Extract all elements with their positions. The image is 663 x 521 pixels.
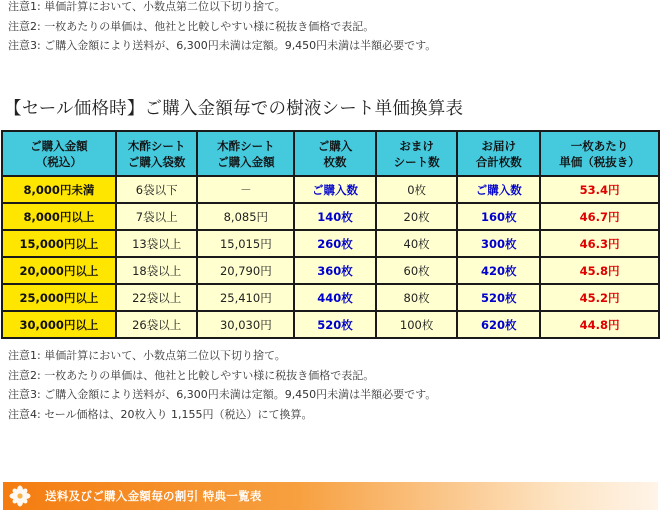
banner-label: 送料及びご購入金額毎の割引 特典一覧表	[45, 489, 262, 503]
table-row	[3, 285, 658, 310]
flower-icon	[9, 485, 31, 507]
cell-amount: 30,000円以上	[3, 312, 115, 337]
cell-purchase-count: 520枚	[295, 312, 375, 337]
table-header-row	[3, 132, 658, 175]
notes-top	[8, 0, 436, 56]
cell-bonus: 0枚	[377, 177, 457, 202]
cell-unit-price: 46.3円	[541, 231, 658, 256]
header-total-delivered: お届け 合計枚数	[458, 132, 539, 175]
cell-amount: 8,000円以上	[3, 204, 115, 229]
cell-bags: 6袋以下	[117, 177, 197, 202]
cell-unit-price: 53.4円	[541, 177, 658, 202]
cell-bags: 7袋以上	[117, 204, 197, 229]
table-row	[3, 231, 658, 256]
price-table	[1, 130, 660, 339]
cell-total: 620枚	[458, 312, 539, 337]
cell-amount: 25,000円以上	[3, 285, 115, 310]
cell-price: 25,410円	[198, 285, 293, 310]
page-title: 【セール価格時】ご購入金額毎での樹液シート単価換算表	[4, 99, 464, 119]
cell-total: 520枚	[458, 285, 539, 310]
note-line: 注意2: 一枚あたりの単価は、他社と比較しやすい様に税抜き価格で表記。	[8, 368, 375, 382]
cell-total: 300枚	[458, 231, 539, 256]
table-row	[3, 204, 658, 229]
cell-bonus: 80枚	[377, 285, 457, 310]
note-line: 注意3: ご購入金額により送料が、6,300円未満は定額。9,450円未満は半額必要です。	[8, 39, 437, 52]
header-purchase-amount: ご購入金額 （税込）	[3, 132, 115, 175]
cell-purchase-count: 140枚	[295, 204, 375, 229]
cell-price: 20,790円	[198, 258, 293, 283]
cell-total: 160枚	[458, 204, 539, 229]
cell-total: 420枚	[458, 258, 539, 283]
note-line: 注意1: 単価計算において、小数点第二位以下切り捨て。	[8, 349, 286, 362]
cell-price: 8,085円	[198, 204, 293, 229]
header-sheet-price: 木酢シート ご購入金額	[198, 132, 293, 175]
cell-purchase-count: 360枚	[295, 258, 375, 283]
cell-bonus: 100枚	[377, 312, 457, 337]
cell-bonus: 40枚	[377, 231, 457, 256]
cell-price: －	[198, 177, 293, 202]
cell-unit-price: 46.7円	[541, 204, 658, 229]
note-line: 注意1: 単価計算において、小数点第二位以下切り捨て。	[8, 0, 286, 13]
table-row	[3, 177, 658, 202]
header-bag-count: 木酢シート ご購入袋数	[117, 132, 197, 175]
note-line: 注意3: ご購入金額により送料が、6,300円未満は定額。9,450円未満は半額必要です。	[8, 388, 437, 401]
cell-purchase-count: ご購入数	[295, 177, 375, 202]
cell-bags: 18袋以上	[117, 258, 197, 283]
cell-purchase-count: 260枚	[295, 231, 375, 256]
cell-bonus: 20枚	[377, 204, 457, 229]
cell-purchase-count: 440枚	[295, 285, 375, 310]
header-unit-price: 一枚あたり 単価（税抜き）	[541, 132, 658, 175]
header-bonus-sheets: おまけ シート数	[377, 132, 457, 175]
cell-total: ご購入数	[458, 177, 539, 202]
cell-price: 15,015円	[198, 231, 293, 256]
header-purchase-count: ご購入 枚数	[295, 132, 375, 175]
cell-bags: 26袋以上	[117, 312, 197, 337]
cell-unit-price: 44.8円	[541, 312, 658, 337]
cell-price: 30,030円	[198, 312, 293, 337]
notes-bottom	[8, 346, 436, 424]
cell-bonus: 60枚	[377, 258, 457, 283]
note-line: 注意2: 一枚あたりの単価は、他社と比較しやすい様に税抜き価格で表記。	[8, 19, 375, 33]
discount-banner[interactable]	[3, 482, 658, 510]
cell-amount: 15,000円以上	[3, 231, 115, 256]
cell-bags: 13袋以上	[117, 231, 197, 256]
note-line: 注意4: セール価格は、20枚入り 1,155円（税込）にて換算。	[8, 407, 313, 421]
cell-unit-price: 45.2円	[541, 285, 658, 310]
cell-bags: 22袋以上	[117, 285, 197, 310]
cell-amount: 20,000円以上	[3, 258, 115, 283]
cell-amount: 8,000円未満	[3, 177, 115, 202]
table-row	[3, 258, 658, 283]
cell-unit-price: 45.8円	[541, 258, 658, 283]
table-row	[3, 312, 658, 337]
